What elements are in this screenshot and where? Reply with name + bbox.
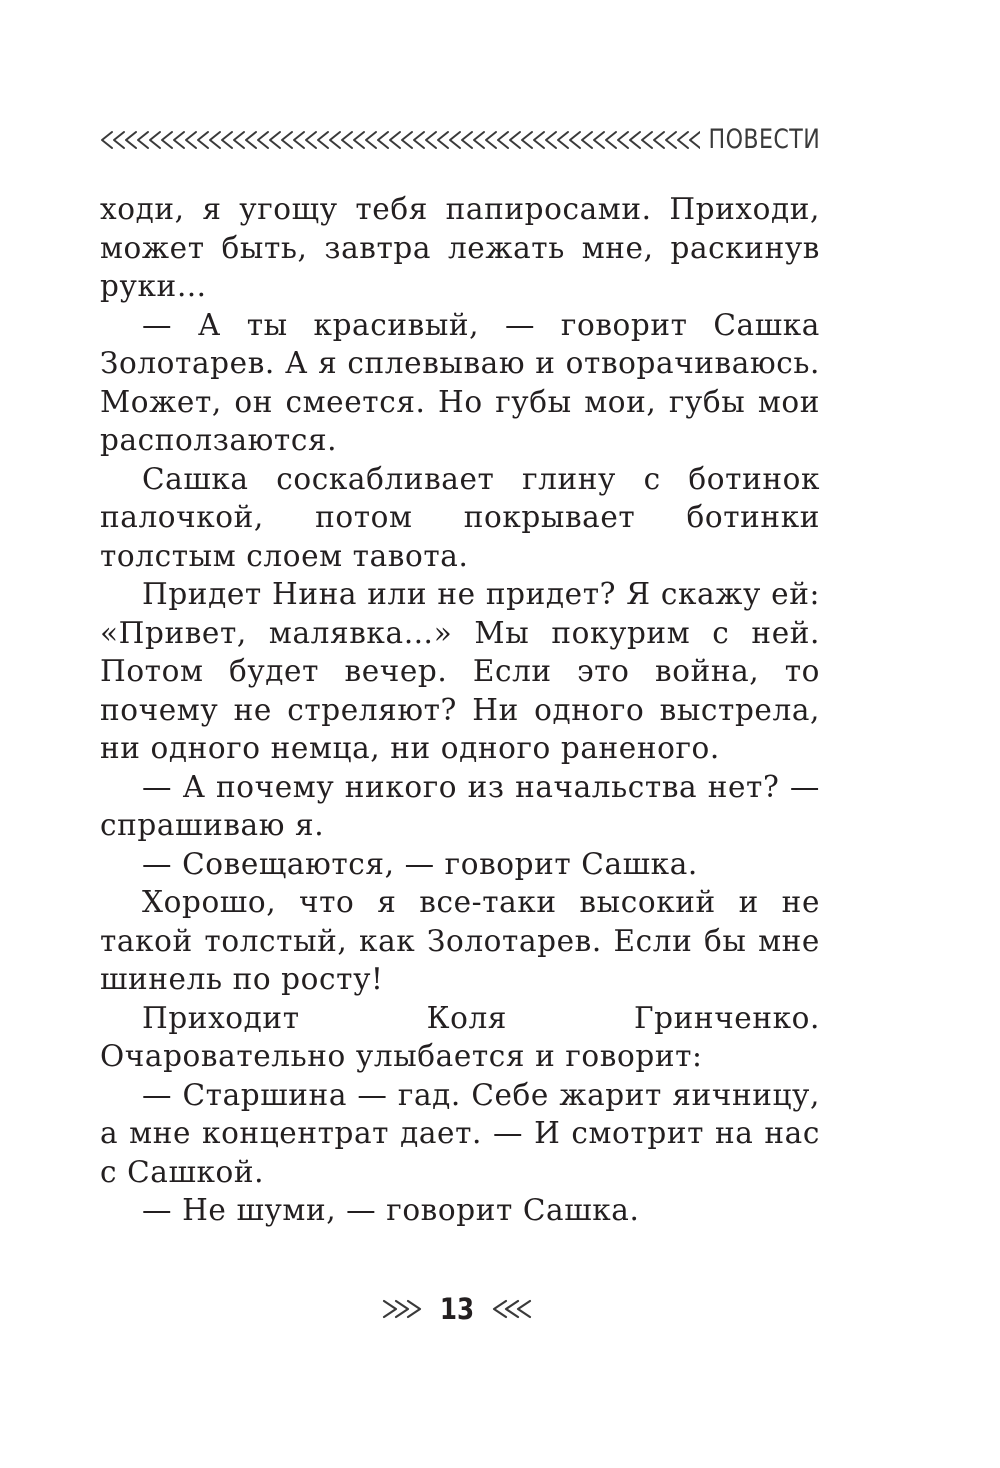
paragraph-10: — Не шуми, — говорит Сашка.	[142, 1193, 640, 1227]
paragraph-3: Сашка соскабливает глину с ботинок палочкой, потом покрывает ботинки толстым слоем тавота.	[100, 461, 820, 573]
body-text	[100, 190, 820, 1230]
paragraph-5: — А почему никого из начальства нет? — спрашиваю я.	[100, 769, 820, 842]
chevron-triple-right-icon	[380, 1298, 428, 1320]
paragraph-4: Придет Нина или не придет? Я скажу ей: «Привет, малявка…» Мы покурим с ней. Потом будет вечер. Если это война, то почему не стреляют? Ни одного выстрела, ни одного немца, ни одного раненого.	[100, 577, 820, 765]
paragraph-1: ходи, я угощу тебя папиросами. Приходи, может быть, завтра лежать мне, раскинув руки…	[100, 192, 820, 303]
running-header	[100, 118, 820, 162]
chevron-triple-left-icon	[486, 1298, 534, 1320]
paragraph-8: Приходит Коля Гринченко. Очаровательно улыбается и говорит:	[100, 1000, 820, 1073]
paragraph-7: Хорошо, что я все-таки высокий и не такой толстый, как Золотарев. Если бы мне шинель по росту!	[100, 885, 820, 996]
page-number: 13	[439, 1292, 475, 1326]
paragraph-2: — А ты красивый, — говорит Сашка Золотарев. А я сплевываю и отворачиваюсь. Может, он смеется. Но губы мои, губы мои расползаются.	[100, 307, 820, 457]
page-footer	[0, 1288, 1000, 1332]
chevron-row-left-icon	[100, 129, 700, 151]
section-title: ПОВЕСТИ	[708, 124, 820, 155]
paragraph-9: — Старшина — гад. Себе жарит яичницу, а мне концентрат дает. — И смотрит на нас с Сашкой.	[100, 1077, 820, 1189]
paragraph-6: — Совещаются, — говорит Сашка.	[142, 846, 698, 881]
